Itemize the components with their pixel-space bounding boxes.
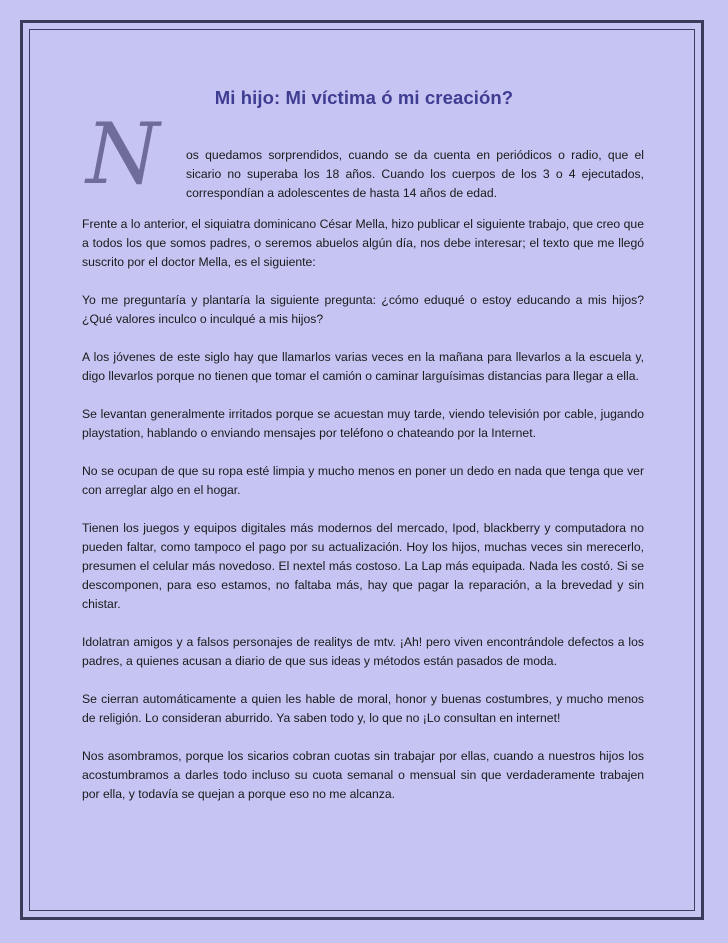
paragraph: Nos asombramos, porque los sicarios cobran cuotas sin trabajar por ellas, cuando a nuestros hijos los acostumbramos a darles todo incluso su cuota semanal o mensual sin que verdaderamente trabajen por ella, y todavía se quejan a porque eso no me alcanza. (82, 749, 644, 801)
page-title: Mi hijo: Mi víctima ó mi creación? (214, 87, 514, 108)
paragraph: Frente a lo anterior, el siquiatra dominicano César Mella, hizo publicar el siguiente trabajo, que creo que a todos los que somos padres, o seremos abuelos algún día, nos debe interesar; el texto que me llegó suscrito por el doctor Mella, es el siguiente: (82, 217, 644, 269)
paragraph: Tienen los juegos y equipos digitales más modernos del mercado, Ipod, blackberry y computadora no pueden faltar, como tampoco el pago por su actualización. Hoy los hijos, muchas veces sin merecerlo, presumen el celular más novedoso. El nextel más costoso. La Lap más equipada. Nada les costó. Si se descomponen, para eso estamos, no faltaba más, hay que pagar la reparación, a la brevedad y sin chistar. (82, 521, 644, 611)
article-body (82, 215, 644, 823)
paragraph: Yo me preguntaría y plantaría la siguiente pregunta: ¿cómo eduqué o estoy educando a mis hijos? ¿Qué valores inculco o inculqué a mis hijos? (82, 293, 644, 326)
drop-cap: N (86, 105, 160, 203)
paragraph: Se cierran automáticamente a quien les hable de moral, honor y buenas costumbres, y mucho menos de religión. Lo consideran aburrido. Ya saben todo y, lo que no ¡Lo consultan en internet! (82, 692, 644, 725)
intro-paragraph: os quedamos sorprendidos, cuando se da cuenta en periódicos o radio, que el sicario no superaba los 18 años. Cuando los cuerpos de los 3 o 4 ejecutados, correspondían a adolescentes de hasta 14 años de edad. (186, 148, 644, 200)
paragraph: A los jóvenes de este siglo hay que llamarlos varias veces en la mañana para llevarlos a la escuela y, digo llevarlos porque no tienen que tomar el camión o caminar larguísimas distancias para llegar a ella. (82, 350, 644, 383)
paragraph: Idolatran amigos y a falsos personajes de realitys de mtv. ¡Ah! pero viven encontrándole defectos a los padres, a quienes acusan a diario de que sus ideas y métodos están pasados de moda. (82, 635, 644, 668)
paragraph: No se ocupan de que su ropa esté limpia y mucho menos en poner un dedo en nada que tenga que ver con arreglar algo en el hogar. (82, 464, 644, 497)
paragraph: Se levantan generalmente irritados porque se acuestan muy tarde, viendo televisión por cable, jugando playstation, hablando o enviando mensajes por teléfono o chateando por la Internet. (82, 407, 644, 440)
